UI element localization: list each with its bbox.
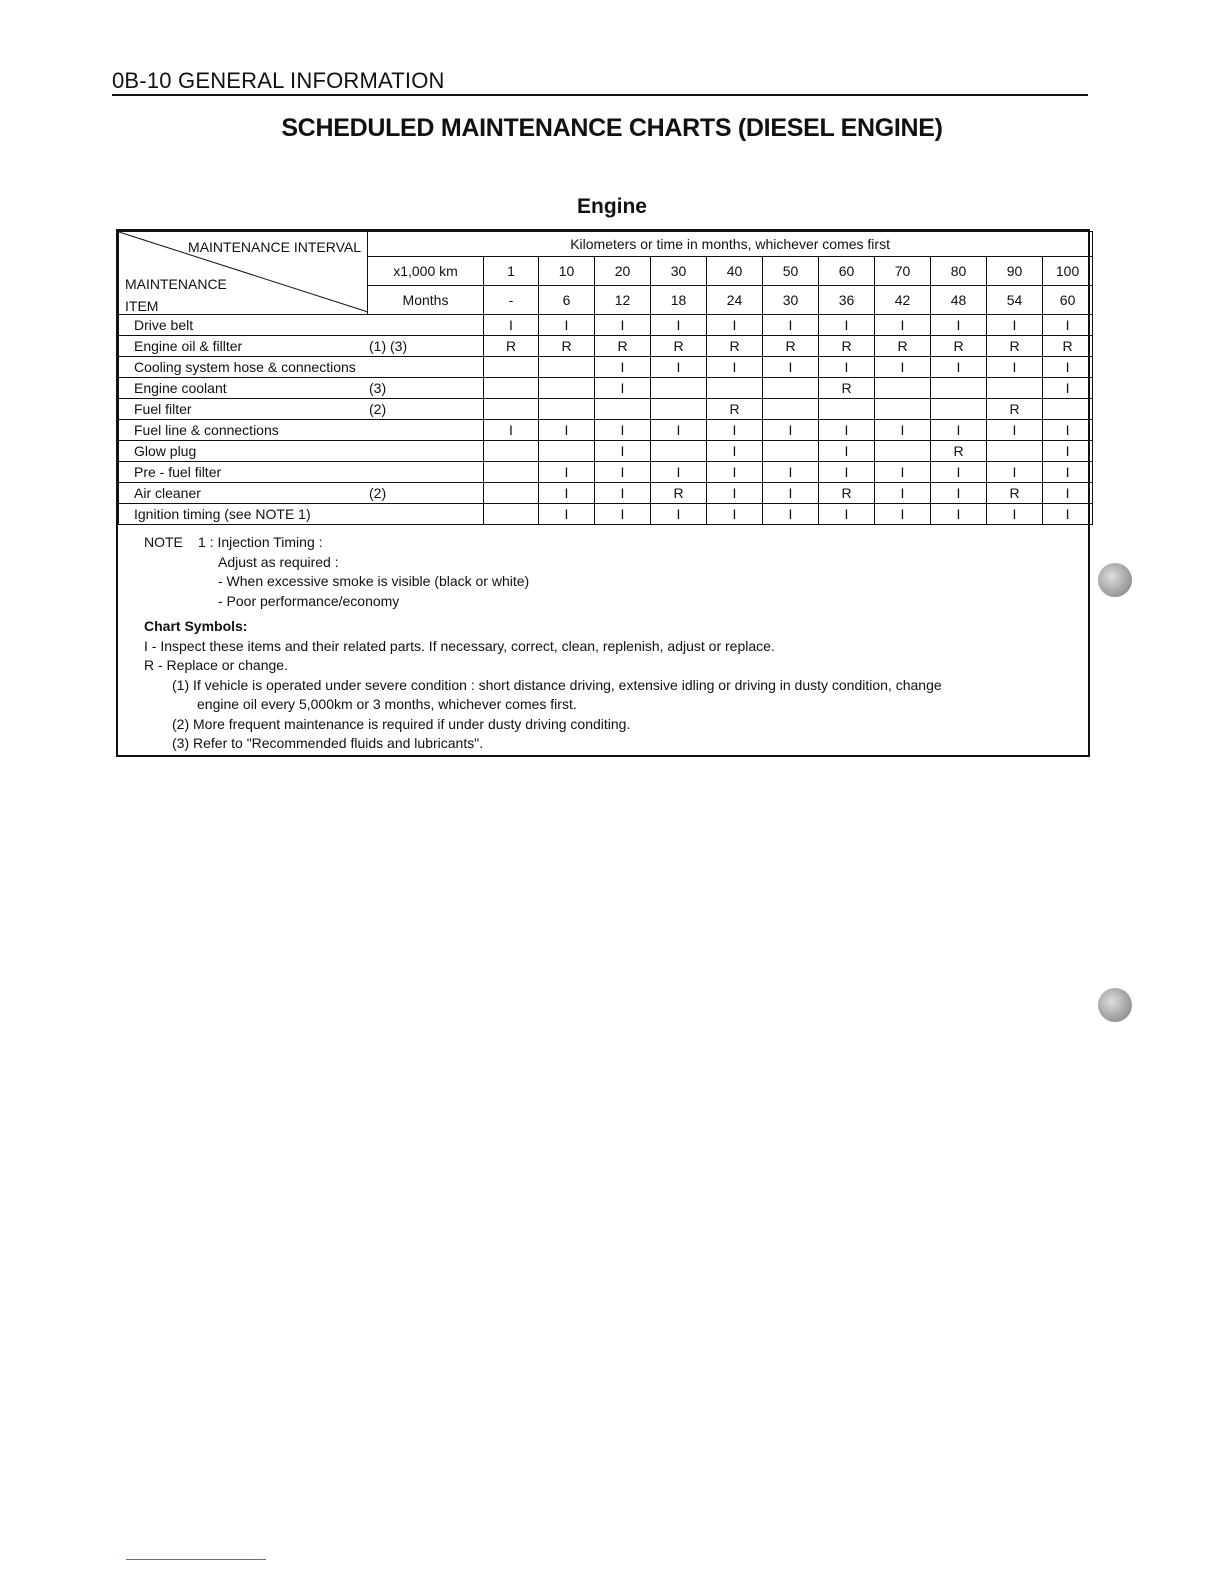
maintenance-item-label: Engine oil & fillter — [134, 338, 243, 354]
maintenance-item-cell — [119, 378, 484, 399]
schedule-cell — [484, 483, 539, 504]
schedule-cell — [763, 378, 819, 399]
km-value-cell: 80 — [931, 257, 987, 286]
schedule-cell: I — [819, 462, 875, 483]
maintenance-table — [118, 231, 1093, 525]
schedule-cell: I — [1043, 483, 1093, 504]
schedule-cell: I — [875, 420, 931, 441]
schedule-cell: I — [987, 315, 1043, 336]
schedule-cell: I — [931, 357, 987, 378]
table-row — [119, 336, 1093, 357]
schedule-cell — [875, 378, 931, 399]
month-value-cell: 6 — [539, 286, 595, 315]
schedule-cell — [987, 441, 1043, 462]
schedule-cell — [987, 378, 1043, 399]
month-value-cell: 36 — [819, 286, 875, 315]
schedule-cell: I — [484, 420, 539, 441]
schedule-cell: I — [1043, 441, 1093, 462]
maintenance-item-label: Drive belt — [134, 317, 194, 333]
month-value-cell: 60 — [1043, 286, 1093, 315]
schedule-cell: R — [931, 336, 987, 357]
maintenance-item-cell — [119, 441, 484, 462]
schedule-cell: I — [595, 441, 651, 462]
footnote-2: (2) More frequent maintenance is required if under dusty driving conditing. — [172, 715, 631, 732]
schedule-cell: I — [987, 504, 1043, 525]
schedule-cell — [651, 441, 707, 462]
corner-item-label: ITEM — [125, 298, 159, 314]
table-row — [119, 378, 1093, 399]
km-value-cell: 1 — [484, 257, 539, 286]
month-value-cell: 42 — [875, 286, 931, 315]
table-row — [119, 462, 1093, 483]
symbol-replace: R - Replace or change. — [144, 657, 288, 673]
schedule-cell: I — [819, 420, 875, 441]
schedule-cell — [595, 399, 651, 420]
km-value-cell: 90 — [987, 257, 1043, 286]
schedule-cell: I — [987, 420, 1043, 441]
schedule-cell: I — [763, 504, 819, 525]
schedule-cell: I — [707, 462, 763, 483]
schedule-cell: I — [707, 420, 763, 441]
schedule-cell: I — [595, 483, 651, 504]
schedule-cell — [484, 357, 539, 378]
schedule-cell: I — [1043, 378, 1093, 399]
symbol-inspect: I - Inspect these items and their related parts. If necessary, correct, clean, replenish, adjust or replace. — [144, 637, 775, 654]
maintenance-item-cell — [119, 315, 484, 336]
schedule-cell: I — [1043, 504, 1093, 525]
schedule-cell: R — [651, 336, 707, 357]
schedule-cell — [484, 399, 539, 420]
maintenance-item-cell — [119, 420, 484, 441]
schedule-cell: I — [819, 315, 875, 336]
schedule-cell: R — [987, 483, 1043, 504]
schedule-cell — [539, 399, 595, 420]
schedule-cell: I — [875, 504, 931, 525]
schedule-cell: R — [539, 336, 595, 357]
maintenance-item-label: Cooling system hose & connections — [134, 359, 356, 375]
schedule-cell: R — [819, 336, 875, 357]
km-value-cell: 30 — [651, 257, 707, 286]
table-row — [119, 399, 1093, 420]
page-header — [112, 66, 1088, 96]
schedule-cell — [931, 399, 987, 420]
schedule-cell: I — [875, 483, 931, 504]
schedule-cell: I — [931, 315, 987, 336]
maintenance-item-label: Fuel line & connections — [134, 422, 279, 438]
table-row — [119, 315, 1093, 336]
corner-header-cell — [119, 232, 368, 315]
table-row — [119, 420, 1093, 441]
chart-symbols-title: Chart Symbols: — [144, 618, 248, 634]
km-value-cell: 50 — [763, 257, 819, 286]
maintenance-item-note: (1) (3) — [369, 338, 408, 354]
maintenance-item-note: (3) — [369, 380, 387, 396]
schedule-cell — [539, 357, 595, 378]
schedule-cell — [875, 441, 931, 462]
km-value-cell: 100 — [1043, 257, 1093, 286]
months-label: Months — [368, 286, 484, 315]
month-value-cell: 24 — [707, 286, 763, 315]
maintenance-item-label: Glow plug — [134, 443, 197, 459]
note1-line2: - When excessive smoke is visible (black or white) — [218, 573, 530, 589]
maintenance-item-label: Ignition timing (see NOTE 1) — [134, 506, 311, 522]
schedule-cell: I — [763, 420, 819, 441]
schedule-cell: I — [651, 504, 707, 525]
note1-title: 1 : Injection Timing : — [198, 534, 323, 550]
table-row — [119, 441, 1093, 462]
schedule-cell: I — [931, 483, 987, 504]
schedule-cell — [484, 441, 539, 462]
km-value-cell: 20 — [595, 257, 651, 286]
schedule-cell: I — [763, 483, 819, 504]
note1-line1: Adjust as required : — [218, 553, 339, 570]
schedule-cell: I — [1043, 315, 1093, 336]
schedule-cell: I — [931, 504, 987, 525]
schedule-cell: I — [539, 315, 595, 336]
schedule-cell — [651, 378, 707, 399]
schedule-cell: I — [763, 462, 819, 483]
table-row — [119, 483, 1093, 504]
binder-hole-mark — [1098, 988, 1132, 1022]
schedule-cell: I — [651, 462, 707, 483]
schedule-cell: I — [707, 441, 763, 462]
maintenance-chart — [116, 229, 1090, 757]
schedule-cell: I — [875, 315, 931, 336]
schedule-cell: I — [875, 357, 931, 378]
schedule-cell: I — [819, 441, 875, 462]
schedule-cell — [763, 441, 819, 462]
month-value-cell: 18 — [651, 286, 707, 315]
maintenance-item-cell — [119, 462, 484, 483]
month-value-cell: 30 — [763, 286, 819, 315]
interval-caption: Kilometers or time in months, whichever comes first — [368, 232, 1093, 257]
schedule-cell: I — [595, 357, 651, 378]
month-value-cell: 12 — [595, 286, 651, 315]
maintenance-item-label: Pre - fuel filter — [134, 464, 222, 480]
schedule-cell: I — [651, 357, 707, 378]
schedule-cell: I — [707, 357, 763, 378]
maintenance-item-label: Air cleaner — [134, 485, 201, 501]
schedule-cell: I — [539, 420, 595, 441]
schedule-cell: R — [875, 336, 931, 357]
schedule-cell: I — [875, 462, 931, 483]
km-value-cell: 40 — [707, 257, 763, 286]
schedule-cell — [931, 378, 987, 399]
schedule-cell: I — [707, 483, 763, 504]
schedule-cell — [651, 399, 707, 420]
km-value-cell: 60 — [819, 257, 875, 286]
schedule-cell: I — [539, 504, 595, 525]
schedule-cell — [539, 378, 595, 399]
maintenance-item-note: (2) — [369, 485, 387, 501]
schedule-cell: I — [763, 315, 819, 336]
schedule-cell — [484, 504, 539, 525]
page-title: SCHEDULED MAINTENANCE CHARTS (DIESEL ENGINE) — [281, 114, 943, 142]
footnote-3: (3) Refer to "Recommended fluids and lubricants". — [172, 735, 484, 751]
schedule-cell: R — [987, 336, 1043, 357]
table-row — [119, 357, 1093, 378]
schedule-cell: R — [1043, 336, 1093, 357]
schedule-cell: I — [987, 462, 1043, 483]
note1-line3: - Poor performance/economy — [218, 592, 400, 609]
schedule-cell: R — [484, 336, 539, 357]
schedule-cell: R — [651, 483, 707, 504]
corner-interval-label: MAINTENANCE INTERVAL — [188, 239, 361, 255]
schedule-cell: I — [763, 357, 819, 378]
maintenance-item-cell — [119, 336, 484, 357]
schedule-cell: I — [931, 420, 987, 441]
maintenance-item-label: Fuel filter — [134, 401, 192, 417]
schedule-cell: I — [987, 357, 1043, 378]
schedule-cell: I — [819, 504, 875, 525]
schedule-cell: I — [707, 504, 763, 525]
footnote-1a: (1) If vehicle is operated under severe condition : short distance driving, extensive idling or driving in dusty condition, change — [172, 676, 942, 693]
schedule-cell: I — [707, 315, 763, 336]
month-value-cell: - — [484, 286, 539, 315]
note-label: NOTE — [144, 534, 183, 550]
maintenance-item-cell — [119, 357, 484, 378]
schedule-cell: I — [539, 462, 595, 483]
schedule-cell: I — [595, 378, 651, 399]
schedule-cell — [763, 399, 819, 420]
schedule-cell: I — [931, 462, 987, 483]
schedule-cell: I — [651, 315, 707, 336]
schedule-cell: I — [539, 483, 595, 504]
km-value-cell: 70 — [875, 257, 931, 286]
notes-section — [144, 533, 1074, 754]
maintenance-item-cell — [119, 399, 484, 420]
footer-rule — [126, 1559, 266, 1560]
km-label: x1,000 km — [368, 257, 484, 286]
table-row — [119, 504, 1093, 525]
maintenance-item-label: Engine coolant — [134, 380, 227, 396]
section-subtitle: Engine — [576, 195, 647, 218]
maintenance-item-cell — [119, 504, 484, 525]
schedule-cell: R — [819, 483, 875, 504]
footnote-1b: engine oil every 5,000km or 3 months, whichever comes first. — [197, 696, 577, 712]
schedule-cell: R — [595, 336, 651, 357]
binder-hole-mark — [1098, 563, 1132, 597]
schedule-cell: I — [595, 315, 651, 336]
schedule-cell — [484, 378, 539, 399]
header-text: 0B-10 GENERAL INFORMATION — [112, 68, 445, 93]
schedule-cell: I — [595, 420, 651, 441]
schedule-cell — [819, 399, 875, 420]
month-value-cell: 48 — [931, 286, 987, 315]
schedule-cell: R — [819, 378, 875, 399]
schedule-cell — [1043, 399, 1093, 420]
schedule-cell — [539, 441, 595, 462]
schedule-cell — [484, 462, 539, 483]
schedule-cell: R — [707, 399, 763, 420]
schedule-cell: I — [1043, 420, 1093, 441]
schedule-cell: R — [763, 336, 819, 357]
schedule-cell: I — [595, 504, 651, 525]
maintenance-item-note: (2) — [369, 401, 387, 417]
schedule-cell: R — [987, 399, 1043, 420]
schedule-cell: I — [651, 420, 707, 441]
km-value-cell: 10 — [539, 257, 595, 286]
schedule-cell: I — [595, 462, 651, 483]
schedule-cell: R — [707, 336, 763, 357]
schedule-cell: I — [484, 315, 539, 336]
schedule-cell — [707, 378, 763, 399]
schedule-cell: R — [931, 441, 987, 462]
schedule-cell: I — [1043, 462, 1093, 483]
schedule-cell: I — [1043, 357, 1093, 378]
schedule-cell — [875, 399, 931, 420]
maintenance-item-cell — [119, 483, 484, 504]
schedule-cell: I — [819, 357, 875, 378]
month-value-cell: 54 — [987, 286, 1043, 315]
corner-maintenance-label: MAINTENANCE — [125, 276, 227, 292]
